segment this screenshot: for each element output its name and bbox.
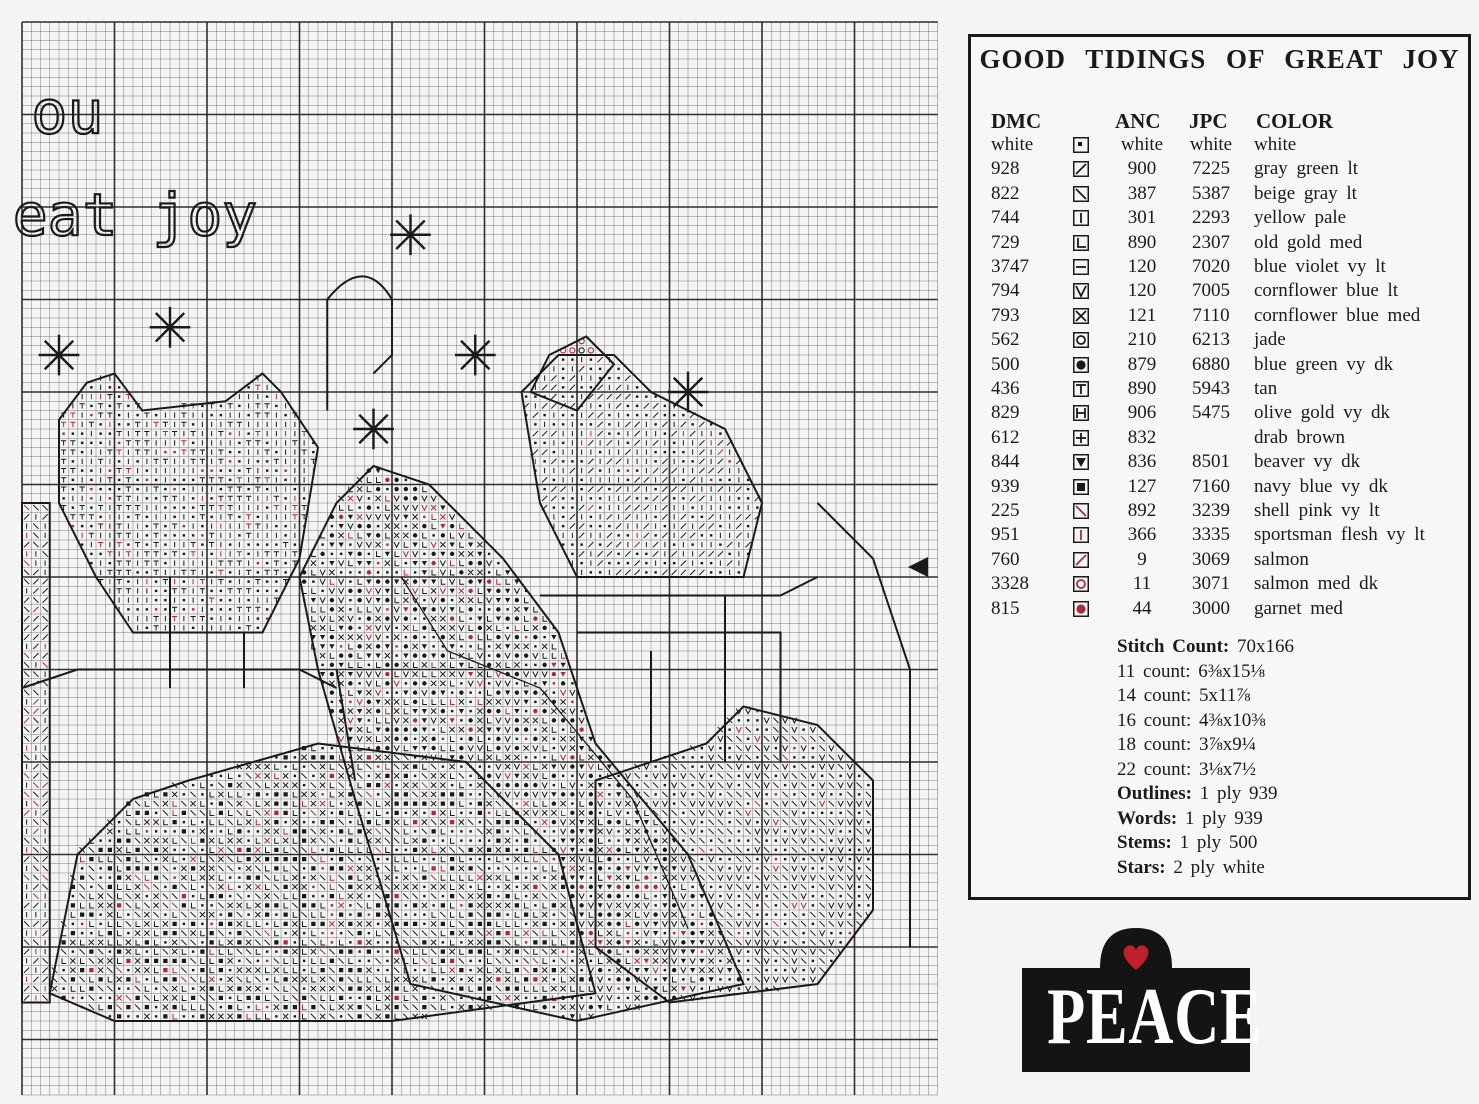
key-row [971, 523, 1468, 547]
anc-value: 906 [1127, 402, 1157, 424]
anc-value: 120 [1127, 280, 1157, 302]
dmc-value: 815 [991, 597, 1020, 619]
key-row [971, 450, 1468, 474]
jpc-value: 5475 [1192, 402, 1230, 424]
stitch-symbol-icon [1073, 137, 1089, 153]
fabric-count [1117, 660, 1294, 685]
anc-value: 11 [1132, 573, 1152, 595]
color-key-panel [968, 34, 1471, 900]
color-name: yellow pale [1254, 207, 1347, 229]
color-name: olive gold vy dk [1254, 402, 1391, 424]
key-row [971, 157, 1468, 181]
color-name: cornflower blue lt [1254, 280, 1399, 302]
stitch-symbol-icon [1073, 283, 1089, 299]
key-row [971, 328, 1468, 352]
jpc-value: 2293 [1192, 207, 1230, 229]
color-name: old gold med [1254, 231, 1363, 253]
jpc-value: 6213 [1192, 329, 1230, 351]
stitch-note [1117, 807, 1294, 832]
fabric-count [1117, 733, 1294, 758]
chart-word-1: ou [31, 78, 104, 148]
stitch-note [1117, 782, 1294, 807]
anc-value: 832 [1127, 426, 1157, 448]
star-icon [150, 307, 191, 348]
jpc-value: 8501 [1192, 451, 1230, 473]
center-arrow-icon [908, 557, 928, 577]
key-row [971, 426, 1468, 450]
fabric-count [1117, 709, 1294, 734]
key-row [971, 304, 1468, 328]
key-row [971, 206, 1468, 230]
stitch-symbol-icon [1073, 210, 1089, 226]
color-name: garnet med [1254, 597, 1343, 619]
anc-header: ANC [1115, 109, 1161, 133]
dmc-value: 436 [991, 378, 1020, 399]
stitch-note-label: Outlines: [1117, 783, 1192, 804]
jpc-value: 3239 [1192, 500, 1230, 521]
color-name: tan [1254, 378, 1278, 399]
stitch-note-label: Stems: [1117, 832, 1172, 853]
key-row [971, 231, 1468, 255]
dmc-value: 500 [991, 353, 1020, 375]
stitch-symbol-icon [1073, 259, 1089, 275]
key-row [971, 353, 1468, 377]
anc-value: 836 [1127, 451, 1157, 473]
stitch-note-value: 2 ply white [1165, 856, 1265, 878]
stitch-count-value: 70x166 [1229, 636, 1295, 657]
color-name: shell pink vy lt [1254, 500, 1380, 521]
stitch-symbol-icon [1073, 479, 1089, 495]
color-name: sportsman flesh vy lt [1254, 524, 1425, 546]
stitch-symbol-icon [1073, 601, 1089, 617]
stitch-symbol-icon [1073, 552, 1089, 568]
fabric-count-label: 11 count: [1117, 660, 1191, 682]
fabric-count-label: 16 count: [1117, 709, 1192, 731]
jpc-value: 3000 [1192, 597, 1230, 619]
stitch-symbol-icon [1073, 503, 1089, 519]
jpc-value: 7110 [1192, 304, 1230, 326]
fabric-count-value: 4⅜x10⅜ [1191, 709, 1266, 731]
stitch-count-label: Stitch Count: [1117, 636, 1230, 657]
anc-value: 387 [1127, 182, 1157, 204]
color-name: beige gray lt [1254, 182, 1357, 204]
jpc-value: 3069 [1192, 548, 1230, 570]
jpc-value: 3335 [1192, 524, 1230, 546]
stitch-symbol-icon [1073, 454, 1089, 470]
jpc-value: 7225 [1192, 158, 1230, 180]
shepherd-staff [327, 276, 392, 410]
stitch-symbol-icon [1073, 308, 1089, 324]
jpc-value: 2307 [1192, 231, 1230, 253]
color-name: jade [1254, 329, 1286, 351]
stitch-symbol-icon [1073, 357, 1089, 373]
stitch-symbol-icon [1073, 381, 1089, 397]
key-row [971, 401, 1468, 425]
color-name: cornflower blue med [1254, 304, 1421, 326]
anc-value: white [1120, 134, 1164, 155]
fabric-count-label: 14 count: [1117, 685, 1192, 706]
anc-value: 892 [1127, 500, 1157, 521]
color-name: navy blue vy dk [1254, 475, 1388, 497]
stitch-symbol-icon [1073, 405, 1089, 421]
dmc-value: 794 [991, 280, 1020, 302]
key-row [971, 133, 1468, 157]
star-icon [39, 335, 80, 376]
star-icon [668, 372, 709, 413]
anc-value: 210 [1127, 329, 1157, 351]
color-name: blue violet vy lt [1254, 256, 1386, 277]
anc-value: 879 [1127, 353, 1157, 375]
stitch-symbol-icon [1073, 430, 1089, 446]
key-row [971, 279, 1468, 303]
color-name: white [1254, 134, 1297, 155]
key-row [971, 548, 1468, 572]
stitch-symbol-icon [1073, 235, 1089, 251]
jpc-header: JPC [1189, 109, 1228, 133]
color-name: gray green lt [1254, 158, 1359, 180]
stitch-note-label: Words: [1117, 807, 1178, 829]
dmc-value: 829 [991, 402, 1020, 424]
fabric-count [1117, 684, 1294, 709]
key-row [971, 182, 1468, 206]
jpc-value: 6880 [1192, 353, 1230, 375]
dmc-value: 729 [991, 231, 1020, 253]
dmc-value: 562 [991, 329, 1020, 351]
jpc-value: 5387 [1192, 182, 1230, 204]
color-name: beaver vy dk [1254, 451, 1361, 473]
dmc-value: 844 [991, 451, 1020, 473]
stitch-note-value: 1 ply 500 [1171, 832, 1258, 853]
dmc-value: 928 [991, 158, 1020, 180]
dmc-value: 951 [991, 524, 1020, 546]
dmc-value: 760 [991, 548, 1020, 570]
anc-value: 120 [1127, 256, 1157, 277]
color-name: drab brown [1254, 426, 1346, 448]
color-name: salmon med dk [1254, 573, 1379, 595]
anc-value: 44 [1132, 597, 1152, 619]
fabric-count-label: 22 count: [1117, 758, 1192, 780]
peace-text: PEACE [1047, 973, 1263, 1061]
key-row [971, 572, 1468, 596]
stitch-symbol-icon [1073, 161, 1089, 177]
dmc-value: 3328 [991, 573, 1029, 595]
stitch-symbol-icon [1073, 527, 1089, 543]
jpc-value: 7005 [1192, 280, 1230, 302]
stitch-symbol-icon [1073, 186, 1089, 202]
anc-value: 127 [1127, 475, 1157, 497]
dmc-value: 744 [991, 207, 1020, 229]
dmc-header: DMC [991, 109, 1042, 133]
dmc-value: 939 [991, 475, 1020, 497]
key-row [971, 475, 1468, 499]
color-name: blue green vy dk [1254, 353, 1394, 375]
key-row [971, 377, 1468, 401]
jpc-value: 7020 [1192, 256, 1230, 277]
stitch-note-value: 1 ply 939 [1191, 783, 1278, 804]
anc-value: 301 [1127, 207, 1157, 229]
chart-word-2: eat joy [12, 180, 258, 249]
stitch-note [1117, 831, 1294, 856]
stitch-info [1117, 635, 1294, 880]
fabric-count-value: 5x11⅞ [1191, 685, 1251, 706]
fabric-count-value: 3⅞x9¼ [1191, 734, 1256, 755]
key-row [971, 255, 1468, 279]
stitch-symbol-icon [1073, 332, 1089, 348]
anc-value: 366 [1127, 524, 1157, 546]
anc-value: 9 [1137, 548, 1147, 570]
jpc-value: 7160 [1192, 475, 1230, 497]
key-row [971, 597, 1468, 621]
stitch-note [1117, 856, 1294, 881]
fabric-count-value: 6⅜x15⅛ [1190, 660, 1265, 682]
dmc-value: 225 [991, 500, 1020, 521]
color-name: salmon [1254, 548, 1309, 570]
jpc-value: white [1189, 134, 1233, 155]
dmc-value: 612 [991, 426, 1020, 448]
fabric-count-label: 18 count: [1117, 734, 1192, 755]
anc-value: 900 [1127, 158, 1157, 180]
anc-value: 890 [1127, 231, 1157, 253]
peace-sign-graphic [1022, 928, 1263, 1072]
anc-value: 890 [1127, 378, 1157, 399]
stitch-note-label: Stars: [1117, 856, 1166, 878]
dmc-value: 793 [991, 304, 1020, 326]
key-row [971, 499, 1468, 523]
fabric-count [1117, 758, 1294, 783]
stitch-count [1117, 635, 1294, 660]
jpc-value: 5943 [1192, 378, 1230, 399]
pattern-title: GOOD TIDINGS OF GREAT JOY [979, 44, 1460, 74]
star-icon [390, 214, 431, 255]
dmc-value: 822 [991, 182, 1020, 204]
stitch-symbol-icon [1073, 576, 1089, 592]
dmc-value: 3747 [991, 256, 1029, 277]
dmc-value: white [991, 134, 1034, 155]
fabric-count-value: 3⅛x7½ [1191, 758, 1256, 780]
star-icon [353, 409, 394, 450]
stitch-note-value: 1 ply 939 [1177, 807, 1263, 829]
anc-value: 121 [1127, 304, 1157, 326]
star-icon [455, 335, 496, 376]
color-header: COLOR [1256, 109, 1334, 133]
jpc-value: 3071 [1192, 573, 1230, 595]
